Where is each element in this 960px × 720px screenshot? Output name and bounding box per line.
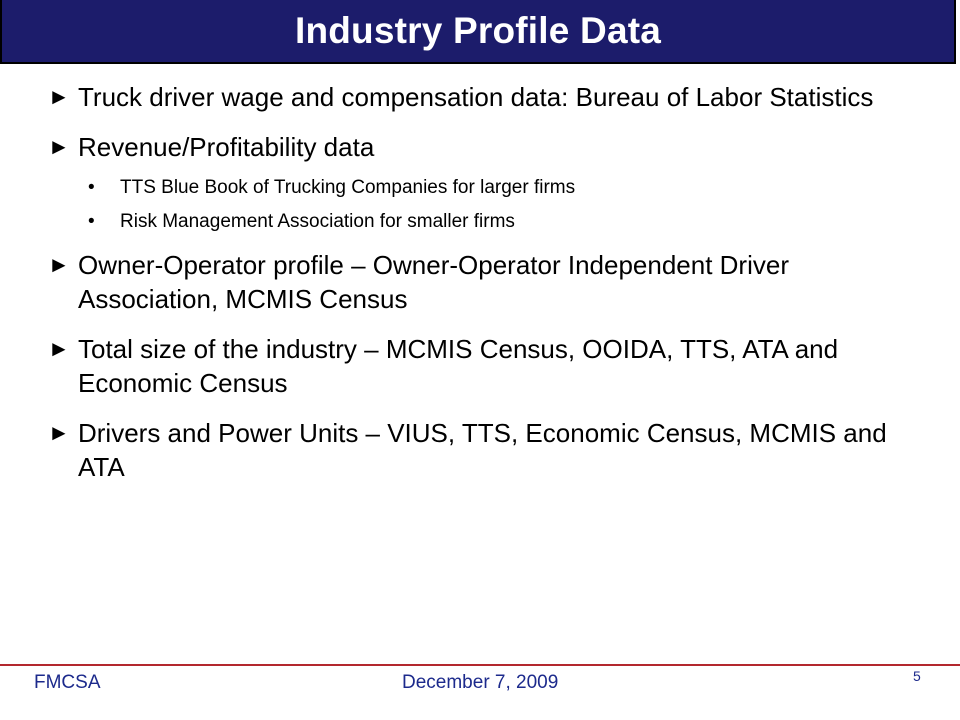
bullet-text: Owner-Operator profile – Owner-Operator Independent Driver Association, MCMIS Census (78, 250, 789, 314)
slide-title: Industry Profile Data (294, 10, 662, 51)
bullet-item (48, 248, 928, 316)
sub-bullet-item (88, 176, 928, 200)
dot-bullet-icon: • (88, 177, 95, 198)
bullet-item (48, 332, 928, 400)
arrow-bullet-icon: ► (48, 336, 70, 361)
arrow-bullet-icon: ► (48, 252, 70, 277)
arrow-bullet-icon: ► (48, 420, 70, 445)
bullet-text: Drivers and Power Units – VIUS, TTS, Economic Census, MCMIS and ATA (78, 418, 887, 482)
sub-bullet-text: TTS Blue Book of Trucking Companies for larger firms (120, 177, 576, 198)
page-number: 5 (913, 668, 921, 684)
arrow-bullet-icon: ► (48, 84, 70, 109)
bullet-text: Truck driver wage and compensation data: Bureau of Labor Statistics (78, 82, 874, 112)
footer-date: December 7, 2009 (402, 672, 559, 693)
bullet-item (48, 416, 928, 484)
bullet-text: Total size of the industry – MCMIS Census, OOIDA, TTS, ATA and Economic Census (78, 334, 839, 398)
bullet-list (48, 80, 928, 500)
bullet-text: Revenue/Profitability data (78, 132, 375, 162)
arrow-bullet-icon: ► (48, 134, 70, 159)
sub-bullet-item (88, 210, 928, 234)
title-bar (0, 0, 956, 64)
footer-divider (0, 664, 960, 666)
footer-org: FMCSA (34, 672, 101, 693)
sub-bullet-text: Risk Management Association for smaller firms (120, 211, 515, 232)
bullet-item (48, 130, 928, 164)
bullet-item (48, 80, 928, 114)
dot-bullet-icon: • (88, 211, 95, 232)
